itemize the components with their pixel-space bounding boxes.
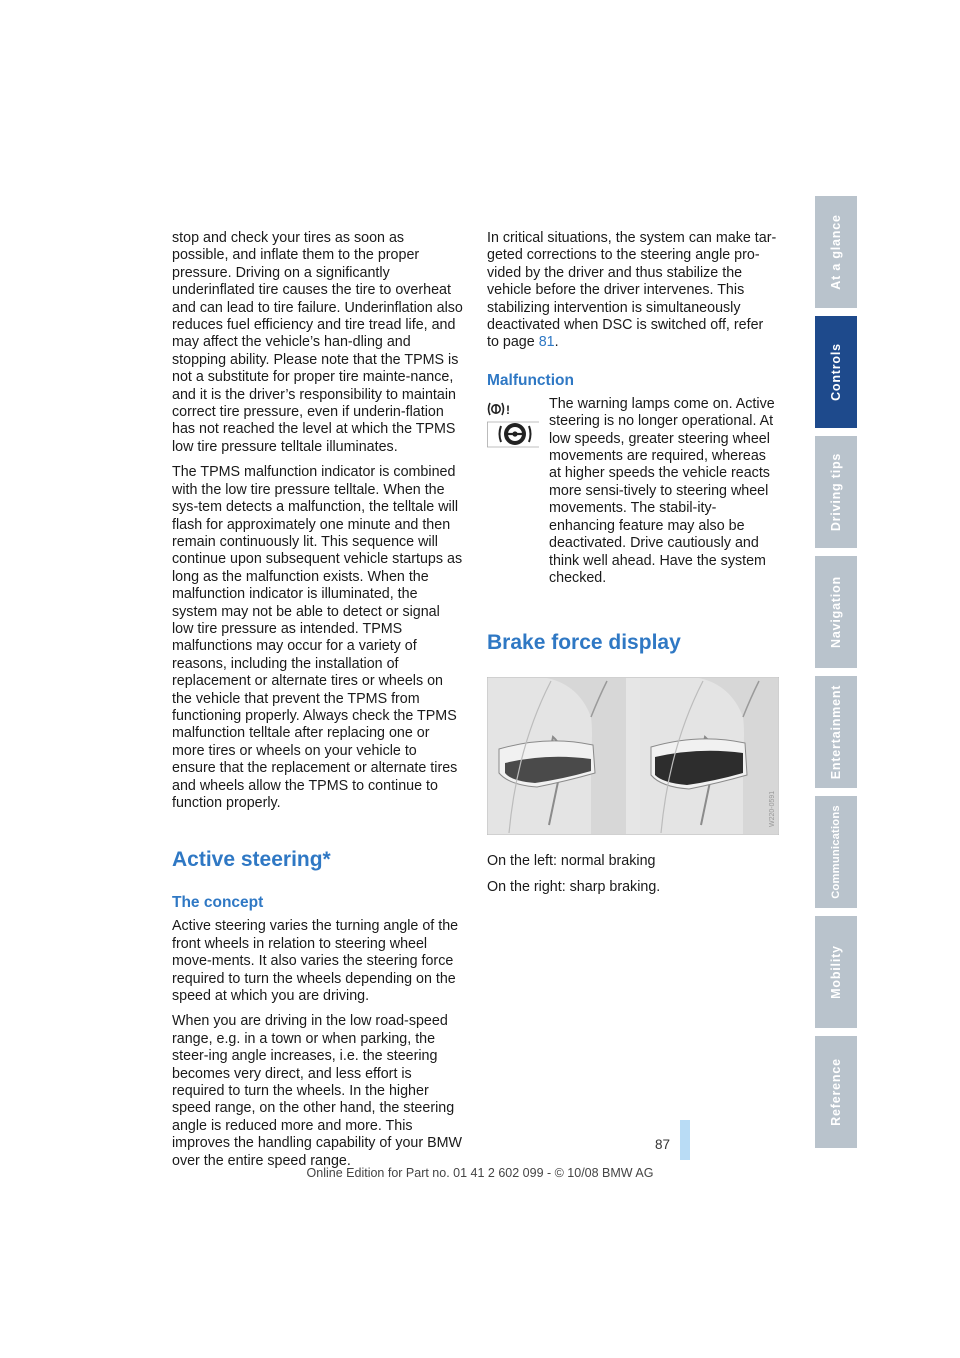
page-number: 87 (654, 1137, 670, 1152)
tab-label-communications: Communications (830, 805, 842, 899)
footer-edition: Online Edition for Part no. 01 41 2 602 099 - © 10/08 BMW AG (306, 1166, 654, 1180)
caption-normal-braking: On the left: normal braking (487, 853, 656, 870)
section-title-brake-force-display: Brake force display (487, 631, 681, 655)
brake-force-figure (487, 677, 779, 835)
figure-code: W220-0591 (769, 791, 776, 828)
caption-sharp-braking: On the right: sharp braking. (487, 878, 661, 895)
left-column (172, 230, 464, 1178)
page-link-81[interactable]: 81 (538, 334, 555, 351)
tab-label-navigation: Navigation (829, 576, 843, 648)
paragraph-concept-1: Active steering varies the turning angle of the front wheels in relation to steering wheel move-ments. It also varies the steering force required to turn the wheels depending on the speed at which you are driving. (172, 918, 459, 1005)
steering-warning-icon (487, 396, 539, 448)
warning-exclamation: ! (506, 402, 510, 417)
paragraph-critical-text: In critical situations, the system can make tar-geted corrections to the steering angle pro-vided by the driver and thus stabilize the vehicle before the driver intervenes. This stabilizing intervention is simultaneously deactivated when DSC is switched off, refer to page (487, 230, 777, 351)
tab-reference[interactable] (815, 1036, 857, 1152)
subtitle-malfunction: Malfunction (487, 371, 574, 389)
tab-navigation[interactable] (815, 556, 857, 672)
tab-communications[interactable] (815, 796, 857, 912)
paragraph-tpms-malfunction: The TPMS malfunction indicator is combined with the low tire pressure telltale. When the sys-tem detects a malfunction, the telltale will flash for approximately one minute and then remain continuously lit. This sequence will continue upon subsequent vehicle startups as long as the malfunction exists. When the malfunction indicator is illuminated, the system may not be able to detect or signal low tire pressure as intended. TPMS malfunctions may occur for a variety of reasons, including the installation of replacement or alternate tires or wheels on the vehicle that prevent the TPMS from functioning properly. Always check the TPMS malfunction telltale after replacing one or more tires or wheels on your vehicle to ensure that the replacement or alternate tires and wheels allow the TPMS to continue to function properly. (172, 464, 463, 811)
paragraph-tire-check: stop and check your tires as soon as possible, and inflate them to the proper pressure. Driving on a significantly underinflated tire causes the tire to overheat and can lead to tire failure. Underinflation also reduces fuel efficiency and tire tread life, and may affect the vehicle’s han-dling and stopping ability. Please note that the TPMS is not a substitute for proper tire mainte-nance, and it is the driver’s responsibility to maintain correct tire pressure, even if underin-flation has not reached the level at which the TPMS low tire pressure telltale illuminates. (172, 230, 463, 455)
tab-label-entertainment: Entertainment (829, 684, 843, 780)
right-column (487, 230, 779, 904)
tab-entertainment[interactable] (815, 676, 857, 792)
paragraph-concept-2: When you are driving in the low road-speed range, e.g. in a town or when parking, the steer-ing angle increases, i.e. the steering becomes very direct, and less effort is required to turn the wheels. In the higher speed range, on the other hand, the steering angle is reduced more and more. This improves the handling capability of your BMW over the entire speed range. (172, 1013, 463, 1169)
sharp-braking-light (640, 678, 778, 834)
tab-label-driving-tips: Driving tips (829, 452, 843, 532)
tab-controls[interactable] (815, 316, 857, 432)
paragraph-critical-situations (487, 230, 779, 352)
tab-label-reference: Reference (829, 1058, 843, 1126)
tab-label-at-a-glance: At a glance (829, 214, 843, 290)
paragraph-critical-end: . (554, 334, 559, 351)
tab-at-a-glance[interactable] (815, 196, 857, 312)
page-marker (680, 1120, 690, 1160)
paragraph-malfunction: The warning lamps come on. Active steering is no longer operational. At low speeds, greater steering wheel movements are required, whereas at higher speeds the vehicle reacts more sensi-tively to steering wheel movements. The stabil-ity-enhancing feature may also be deactivated. Drive cautiously and think well ahead. Have the system checked. (549, 395, 775, 586)
subtitle-the-concept: The concept (172, 894, 264, 912)
normal-braking-light (488, 678, 626, 834)
tab-label-mobility: Mobility (829, 945, 843, 999)
malfunction-block (487, 396, 779, 595)
tab-driving-tips[interactable] (815, 436, 857, 552)
tab-label-controls: Controls (829, 343, 843, 401)
chapter-sidebar (815, 196, 857, 1160)
tab-mobility[interactable] (815, 916, 857, 1032)
section-title-active-steering: Active steering* (172, 848, 331, 872)
